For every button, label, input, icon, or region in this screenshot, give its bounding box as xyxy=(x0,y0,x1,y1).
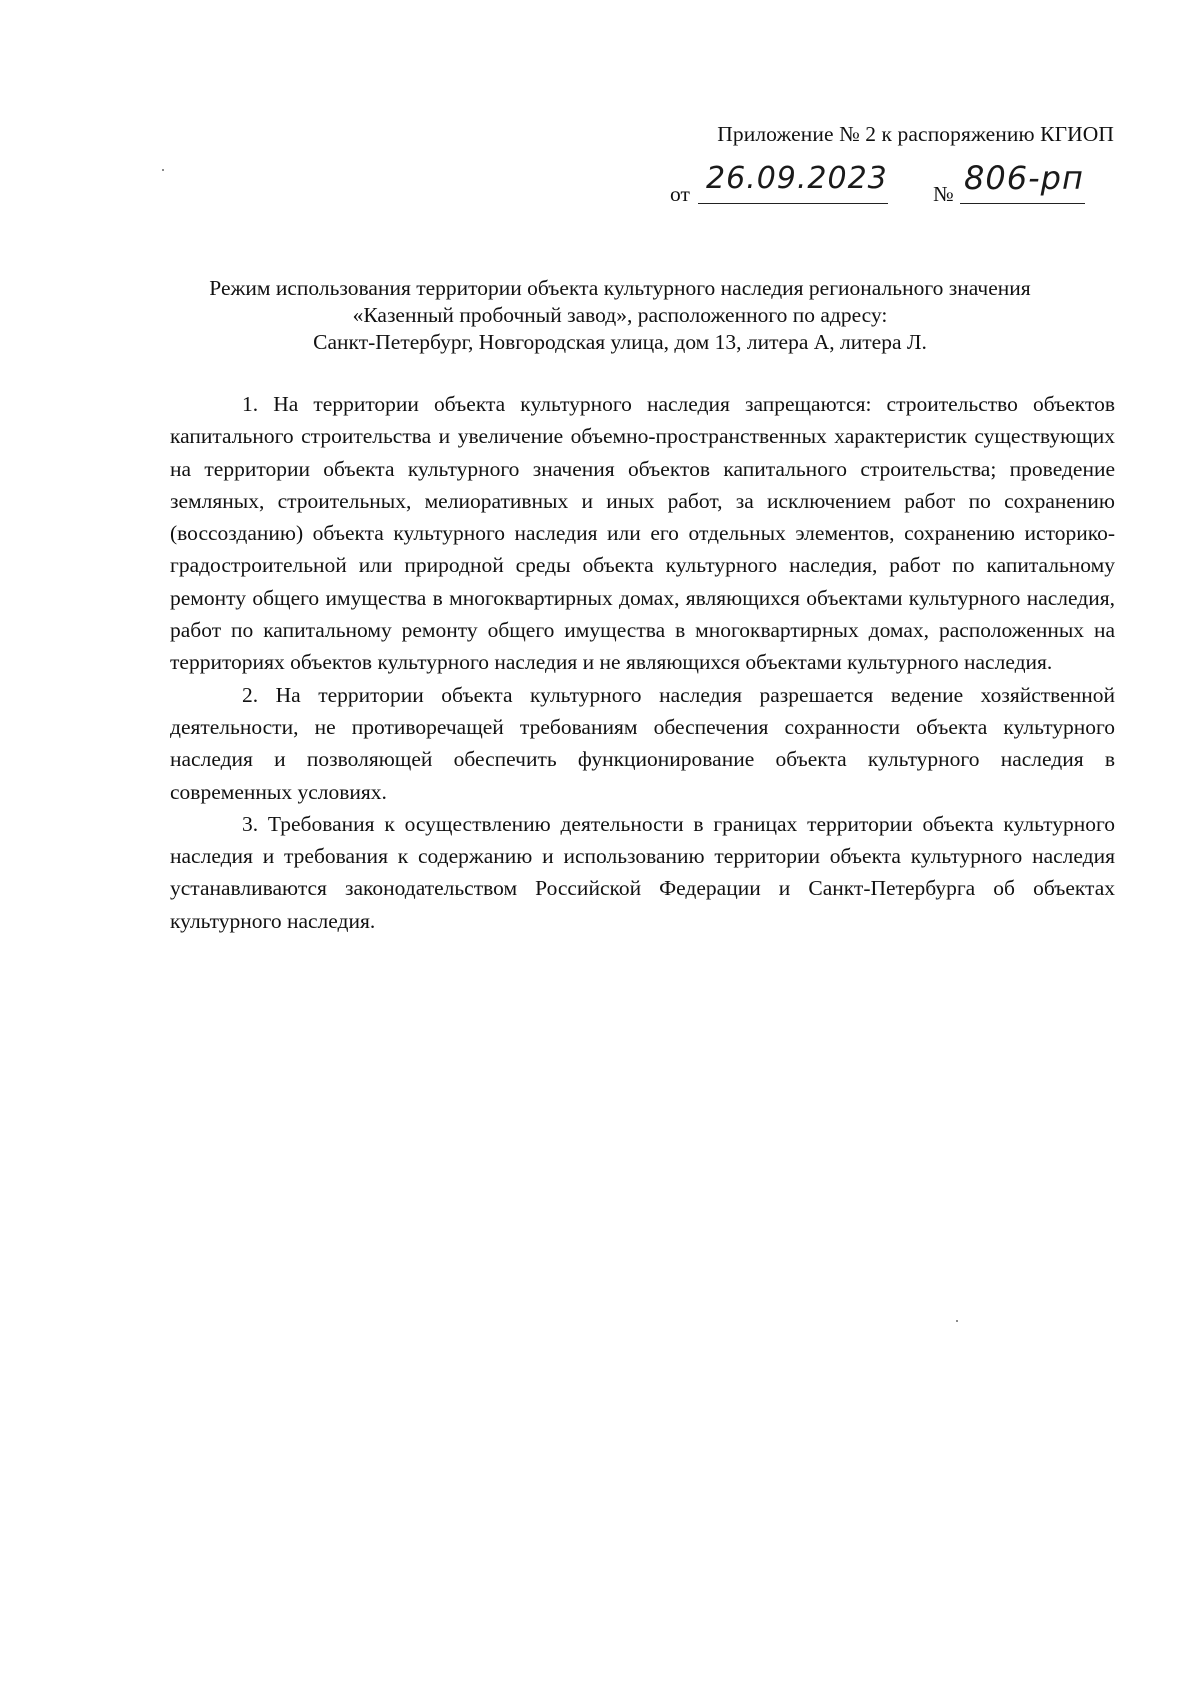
paragraph-3: 3. Требования к осуществлению деятельности в границах территории объекта культурного наследия и требования к содержанию и использованию территории объекта культурного наследия устанавливаются законодательством Российской Федерации и Санкт-Петербурга об объектах культурного наследия. xyxy=(170,811,1115,933)
paragraph-2: 2. На территории объекта культурного наследия разрешается ведение хозяйственной деятельности, не противоречащей требованиям обеспечения сохранности объекта культурного наследия и позволяющей обеспечить функционирование объекта культурного наследия в современных условиях. xyxy=(170,682,1115,804)
appendix-reference: Приложение № 2 к распоряжению КГИОП xyxy=(717,122,1114,146)
date-prefix: от xyxy=(670,182,690,206)
title-line-1: Режим использования территории объекта культурного наследия регионального значения xyxy=(209,276,1031,300)
handwritten-order-number: 806-рп xyxy=(964,159,1084,197)
scan-speck xyxy=(162,169,164,171)
number-field xyxy=(960,159,1085,204)
handwritten-date: 26.09.2023 xyxy=(706,161,888,196)
title-line-2: «Казенный пробочный завод», расположенного по адресу: xyxy=(352,303,888,327)
document-title xyxy=(150,275,1090,356)
paragraph-1: 1. На территории объекта культурного наследия запрещаются: строительство объектов капитального строительства и увеличение объемно-пространственных характеристик существующих на территории объекта культурного значения объектов капитального строительства; проведение земляных, строительных, мелиоративных и иных работ, за исключением работ по сохранению (воссозданию) объекта культурного наследия или его отдельных элементов, сохранению историко-градостроительной или природной среды объекта культурного наследия, работ по капитальному ремонту общего имущества в многоквартирных домах, являющихся объектами культурного наследия, работ по капитальному ремонту общего имущества в многоквартирных домах, расположенных на территориях объектов культурного наследия и не являющихся объектами культурного наследия. xyxy=(170,392,1115,675)
number-prefix: № xyxy=(933,182,954,206)
date-field xyxy=(698,161,888,204)
scan-speck xyxy=(956,1320,958,1322)
document-body xyxy=(170,388,1115,937)
order-date-number-line xyxy=(670,159,1120,211)
title-line-3: Санкт-Петербург, Новгородская улица, дом 13, литера А, литера Л. xyxy=(313,330,927,354)
